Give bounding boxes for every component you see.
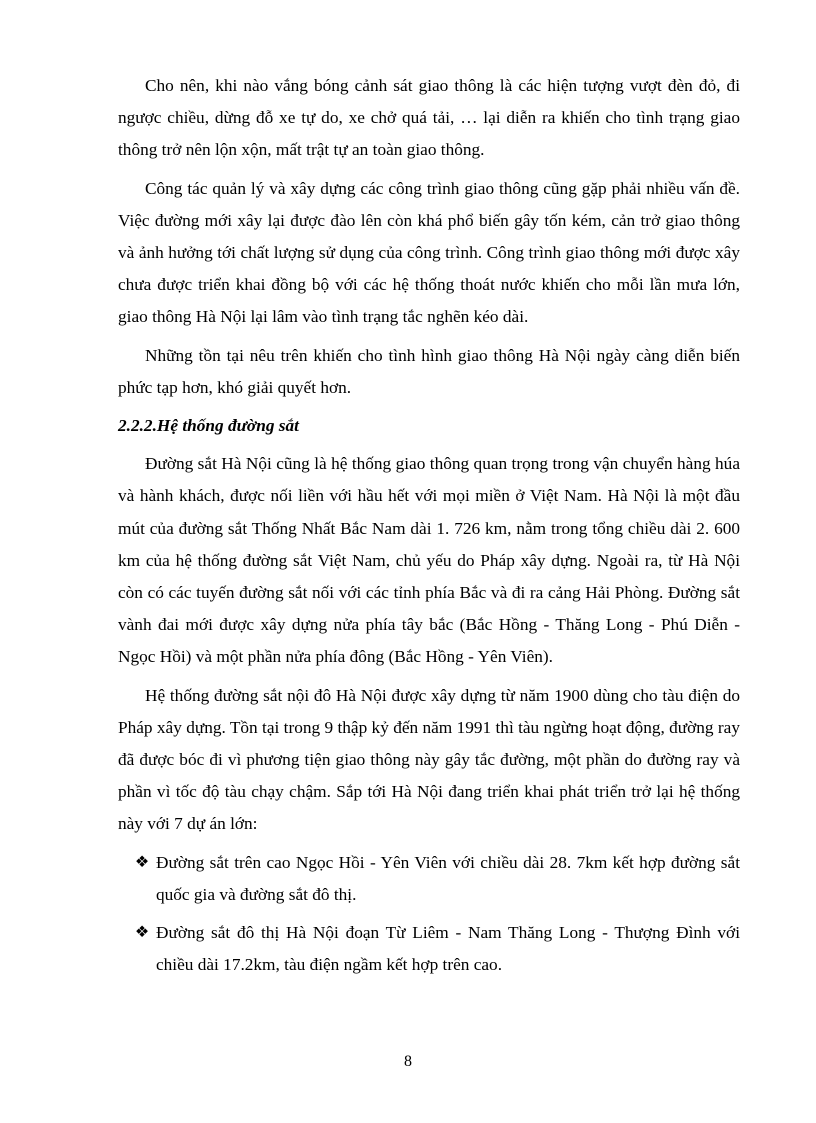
list-item [118,917,740,981]
list-item [118,847,740,911]
section-heading: 2.2.2.Hệ thống đường sắt [118,416,299,436]
four-diamond-bullet-icon: ❖ [134,923,150,941]
page-number: 8 [404,1053,412,1070]
paragraph-conclusion: Những tồn tại nêu trên khiến cho tình hình giao thông Hà Nội ngày càng diễn biến phức tạp hơn, khó giải quyết hơn. [118,345,740,397]
paragraph-traffic-police: Cho nên, khi nào vắng bóng cảnh sát giao thông là các hiện tượng vượt đèn đỏ, đi ngược chiều, dừng đỗ xe tự do, xe chở quá tải, … lại diễn ra khiến cho tình trạng giao thông trở nên lộn xộn, mất trật tự an toàn giao thông. [118,76,740,160]
project-list [118,847,740,982]
list-item-text: Đường sắt đô thị Hà Nội đoạn Từ Liêm - Nam Thăng Long - Thượng Đình với chiều dài 17.2km, tàu điện ngầm kết hợp trên cao. [156,923,740,975]
four-diamond-bullet-icon: ❖ [134,853,150,871]
page-body [118,70,740,987]
paragraph-urban-railway: Hệ thống đường sắt nội đô Hà Nội được xây dựng từ năm 1900 dùng cho tàu điện do Pháp xây dựng. Tồn tại trong 9 thập kỷ đến năm 1991 thì tàu ngừng hoạt động, đường ray đã được bóc đi vì phương tiện giao thông này gây tắc đường, một phần do đường ray và phần vì tốc độ tàu chạy chậm. Sắp tới Hà Nội đang triển khai phát triển trở lại hệ thống này với 7 dự án lớn: [118,685,740,834]
paragraph-railway-overview: Đường sắt Hà Nội cũng là hệ thống giao thông quan trọng trong vận chuyển hàng húa và hành khách, được nối liền với hầu hết với mọi miền ở Việt Nam. Hà Nội là một đầu mút của đường sắt Thống Nhất Bắc Nam dài 1. 726 km, nằm trong tổng chiều dài 2. 600 km của hệ thống đường sắt Việt Nam, chủ yếu do Pháp xây dựng. Ngoài ra, từ Hà Nội còn có các tuyến đường sắt nối với các tỉnh phía Bắc và đi ra cảng Hải Phòng. Đường sắt vành đai mới được xây dựng nửa phía tây bắc (Bắc Hồng - Thăng Long - Phú Diễn - Ngọc Hồi) và một phần nửa phía đông (Bắc Hồng - Yên Viên). [118,454,740,667]
paragraph-construction-issues: Công tác quản lý và xây dựng các công trình giao thông cũng gặp phải nhiều vấn đề. Việc đường mới xây lại được đào lên còn khá phổ biến gây tốn kém, cản trở giao thông và ảnh hưởng tới chất lượng sử dụng của công trình. Công trình giao thông mới được xây chưa được triển khai đồng bộ với các hệ thống thoát nước khiến cho mỗi lần mưa lớn, giao thông Hà Nội lại lâm vào tình trạng tắc nghẽn kéo dài. [118,178,740,327]
list-item-text: Đường sắt trên cao Ngọc Hồi - Yên Viên với chiều dài 28. 7km kết hợp đường sắt quốc gia và đường sắt đô thị. [156,852,740,904]
